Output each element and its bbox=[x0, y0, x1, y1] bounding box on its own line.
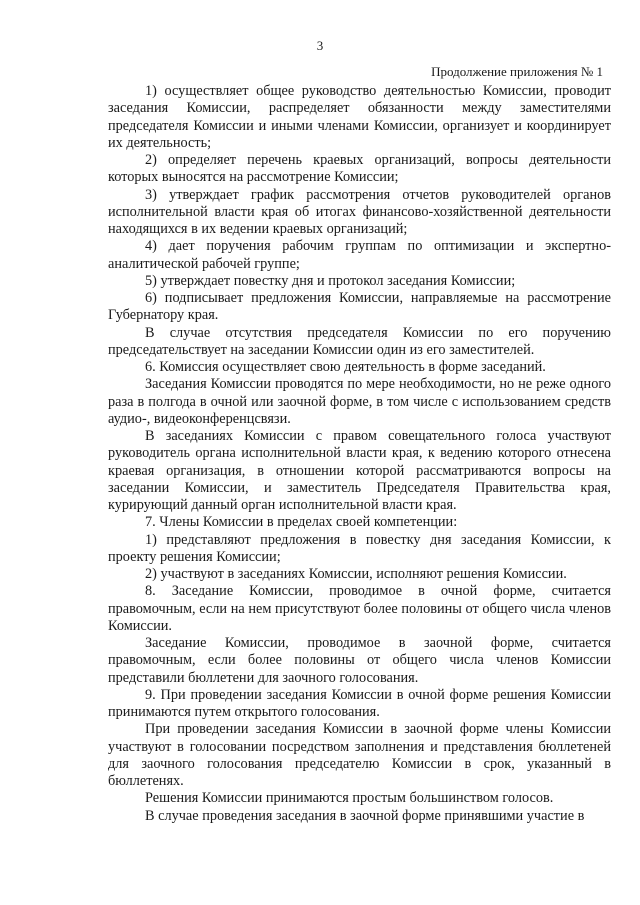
paragraph: 8. Заседание Комиссии, проводимое в очной форме, считается правомочным, если на нем присутствуют более половины от общего числа членов Комиссии. bbox=[108, 583, 611, 634]
paragraph: 6. Комиссия осуществляет свою деятельность в форме заседаний. bbox=[145, 359, 546, 375]
paragraph: 6) подписывает предложения Комиссии, направляемые на рассмотрение Губернатору края. bbox=[108, 290, 611, 324]
document-body bbox=[108, 83, 611, 825]
paragraph: В заседаниях Комиссии с правом совещательного голоса участвуют руководитель органа исполнительной власти края, к ведению которого отнесена краевая организация, в отношении которой рассматриваются вопросы на заседании Комиссии, и заместитель Председателя Правительства края, курирующий данный орган исполнительной власти края. bbox=[108, 428, 611, 513]
paragraph: В случае проведения заседания в заочной форме принявшими участие в bbox=[145, 807, 585, 824]
paragraph: 9. При проведении заседания Комиссии в очной форме решения Комиссии принимаются путем открытого голосования. bbox=[108, 686, 611, 720]
paragraph: 1) представляют предложения в повестку дня заседания Комиссии, к проекту решения Комиссии; bbox=[108, 531, 611, 565]
paragraph: 4) дает поручения рабочим группам по оптимизации и экспертно-аналитической рабочей группе; bbox=[108, 238, 611, 272]
paragraph: Заседания Комиссии проводятся по мере необходимости, но не реже одного раза в полгода в очной или заочной форме, в том числе с использованием средств аудио-, видеоконференцсвязи. bbox=[108, 376, 611, 427]
paragraph: 2) определяет перечень краевых организаций, вопросы деятельности которых выносятся на рассмотрение Комиссии; bbox=[108, 152, 611, 186]
paragraph: 3) утверждает график рассмотрения отчетов руководителей органов исполнительной власти края об итогах финансово-хозяйственной деятельности находящихся в их ведении краевых организаций; bbox=[108, 186, 611, 237]
paragraph: В случае отсутствия председателя Комиссии по его поручению председательствует на заседании Комиссии один из его заместителей. bbox=[108, 324, 611, 358]
paragraph: Решения Комиссии принимаются простым большинством голосов. bbox=[145, 790, 554, 807]
paragraph: 7. Члены Комиссии в пределах своей компетенции: bbox=[145, 514, 458, 531]
paragraph: 1) осуществляет общее руководство деятельностью Комиссии, проводит заседания Комиссии, распределяет обязанности между заместителями председателя Комиссии и иными членами Комиссии, организует и координирует их деятельность; bbox=[108, 83, 611, 151]
paragraph: 5) утверждает повестку дня и протокол заседания Комиссии; bbox=[145, 272, 516, 289]
paragraph: При проведении заседания Комиссии в заочной форме члены Комиссии участвуют в голосовании посредством заполнения и представления бюллетеней для заочного голосования председателю Комиссии в срок, указанный в бюллетенях. bbox=[108, 721, 611, 789]
appendix-continuation-note: Продолжение приложения № 1 bbox=[431, 64, 603, 79]
paragraph: Заседание Комиссии, проводимое в заочной форме, считается правомочным, если более половины от общего числа членов Комиссии представили бюллетени для заочного голосования. bbox=[108, 635, 611, 686]
paragraph: 2) участвуют в заседаниях Комиссии, исполняют решения Комиссии. bbox=[145, 566, 567, 582]
page-number: 3 bbox=[316, 38, 324, 53]
